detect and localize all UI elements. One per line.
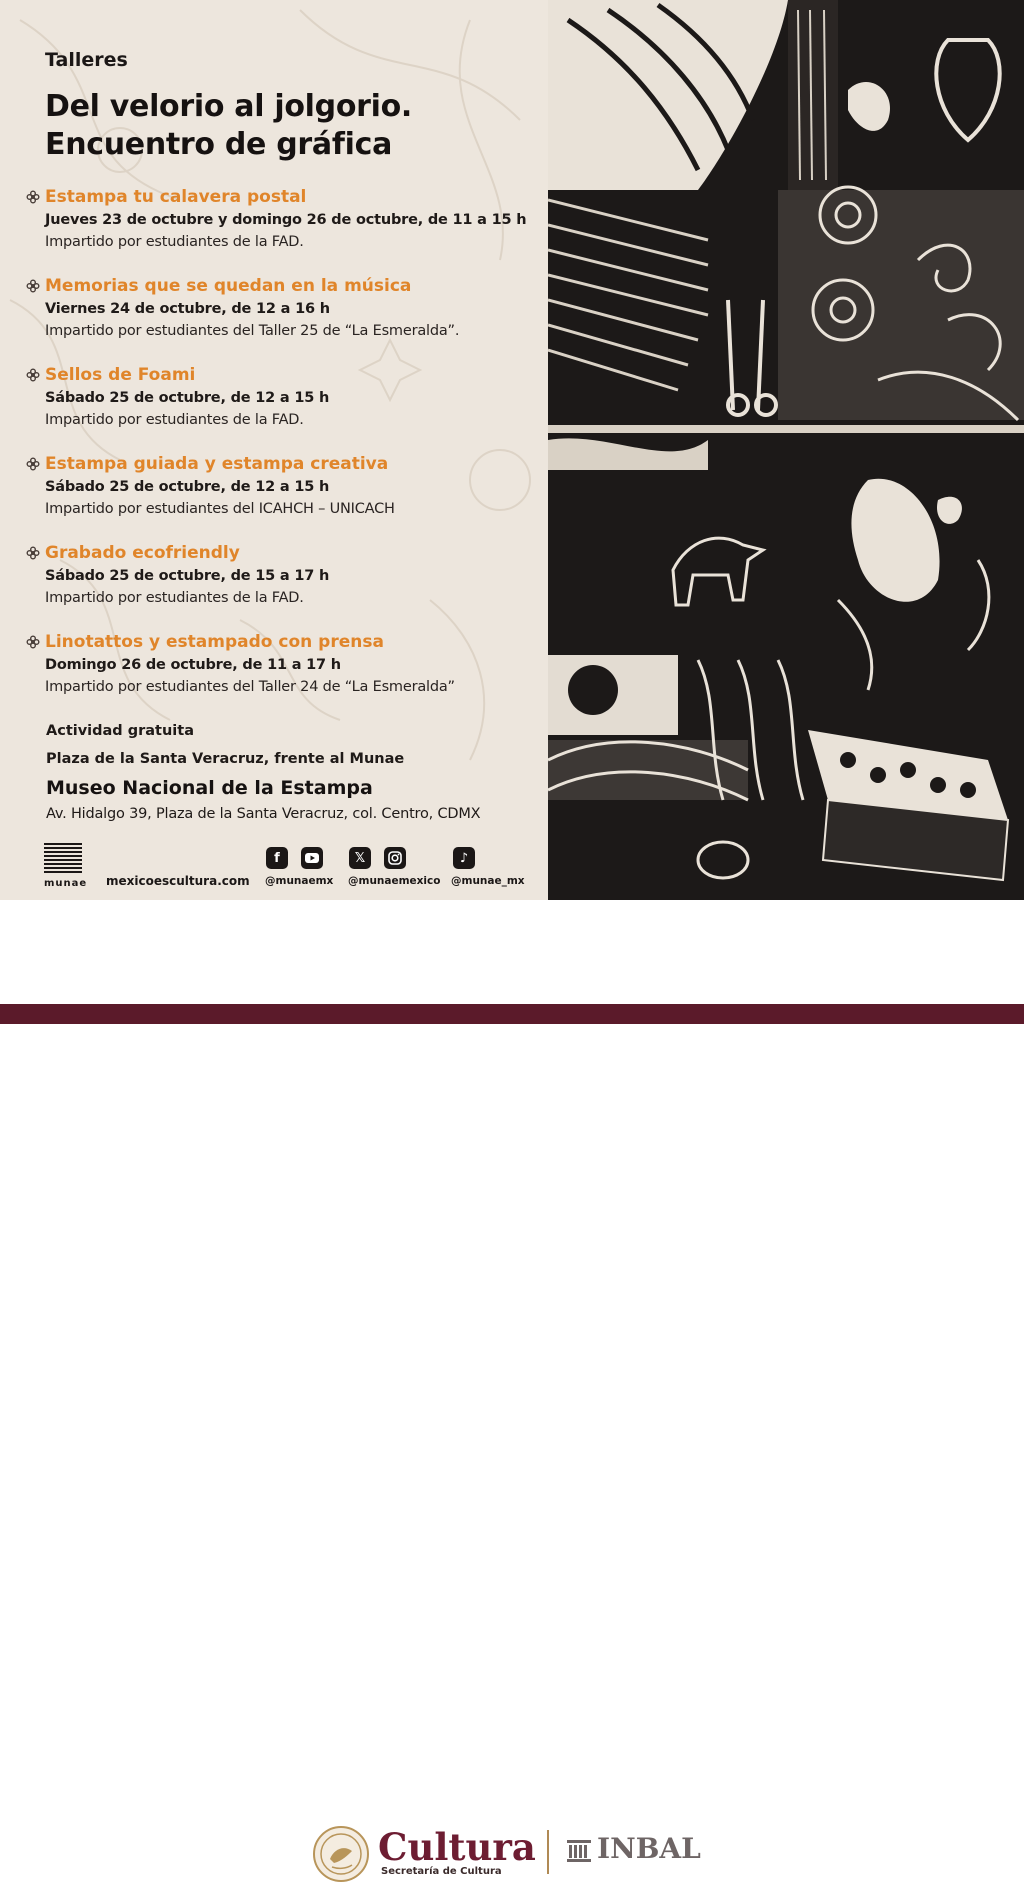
x-instagram-handle[interactable]: @munaemexico <box>348 875 441 887</box>
kicker-label: Talleres <box>45 49 128 71</box>
workshop-instructor: Impartido por estudiantes del Taller 25 de “La Esmeralda”. <box>45 323 460 339</box>
title-line-2: Encuentro de gráfica <box>45 127 393 162</box>
footer-divider <box>547 1830 549 1874</box>
inbal-brand: INBAL <box>597 1832 701 1865</box>
workshop-instructor: Impartido por estudiantes de la FAD. <box>45 234 304 250</box>
flower-bullet-icon <box>26 368 40 382</box>
facebook-youtube-handle[interactable]: @munaemx <box>265 875 334 887</box>
title-line-1: Del velorio al jolgorio. <box>45 89 413 124</box>
museum-address: Av. Hidalgo 39, Plaza de la Santa Veracruz, col. Centro, CDMX <box>46 806 481 822</box>
cultura-brand: Cultura <box>378 1825 536 1869</box>
workshop-item <box>26 274 546 342</box>
flower-bullet-icon <box>26 546 40 560</box>
workshop-item <box>26 185 546 253</box>
info-panel <box>0 0 548 900</box>
woodcut-artwork-image <box>548 0 1024 900</box>
tiktok-handle[interactable]: @munae_mx <box>451 875 525 887</box>
workshop-date: Sábado 25 de octubre, de 12 a 15 h <box>45 479 330 495</box>
munae-bars-icon <box>44 843 82 873</box>
x-icon[interactable]: 𝕏 <box>349 847 371 869</box>
workshop-name: Memorias que se quedan en la música <box>45 276 412 296</box>
munae-logo <box>44 843 88 889</box>
mexico-seal-icon <box>312 1825 370 1883</box>
instagram-icon[interactable] <box>384 847 406 869</box>
workshop-name: Estampa guiada y estampa creativa <box>45 454 389 474</box>
facebook-icon[interactable]: f <box>266 847 288 869</box>
workshop-name: Linotattos y estampado con prensa <box>45 632 384 652</box>
workshop-date: Viernes 24 de octubre, de 12 a 16 h <box>45 301 330 317</box>
workshop-date: Domingo 26 de octubre, de 11 a 17 h <box>45 657 341 673</box>
workshop-item <box>26 452 546 520</box>
workshop-instructor: Impartido por estudiantes del Taller 24 de “La Esmeralda” <box>45 679 455 695</box>
workshop-instructor: Impartido por estudiantes del ICAHCH – UNICACH <box>45 501 395 517</box>
workshop-name: Sellos de Foami <box>45 365 196 385</box>
youtube-icon[interactable] <box>301 847 323 869</box>
free-activity-label: Actividad gratuita <box>46 723 194 739</box>
workshop-date: Sábado 25 de octubre, de 15 a 17 h <box>45 568 330 584</box>
workshop-name: Estampa tu calavera postal <box>45 187 307 207</box>
workshop-name: Grabado ecofriendly <box>45 543 240 563</box>
page-title <box>45 88 412 164</box>
workshop-date: Jueves 23 de octubre y domingo 26 de octubre, de 11 a 15 h <box>45 212 527 228</box>
workshop-date: Sábado 25 de octubre, de 12 a 15 h <box>45 390 330 406</box>
tiktok-icon[interactable]: ♪ <box>453 847 475 869</box>
flower-bullet-icon <box>26 457 40 471</box>
museum-name: Museo Nacional de la Estampa <box>46 777 373 799</box>
website-link[interactable]: mexicoescultura.com <box>106 874 250 888</box>
flower-bullet-icon <box>26 190 40 204</box>
workshop-instructor: Impartido por estudiantes de la FAD. <box>45 412 304 428</box>
footer-bar <box>0 1004 1024 1024</box>
munae-wordmark: munae <box>44 878 88 889</box>
workshop-item <box>26 630 546 698</box>
workshop-item <box>26 363 546 431</box>
flower-bullet-icon <box>26 635 40 649</box>
venue-location: Plaza de la Santa Veracruz, frente al Munae <box>46 751 405 767</box>
secretaria-label: Secretaría de Cultura <box>381 1866 502 1877</box>
flower-bullet-icon <box>26 279 40 293</box>
workshop-item <box>26 541 546 609</box>
workshop-instructor: Impartido por estudiantes de la FAD. <box>45 590 304 606</box>
inbal-building-icon <box>566 1837 592 1863</box>
